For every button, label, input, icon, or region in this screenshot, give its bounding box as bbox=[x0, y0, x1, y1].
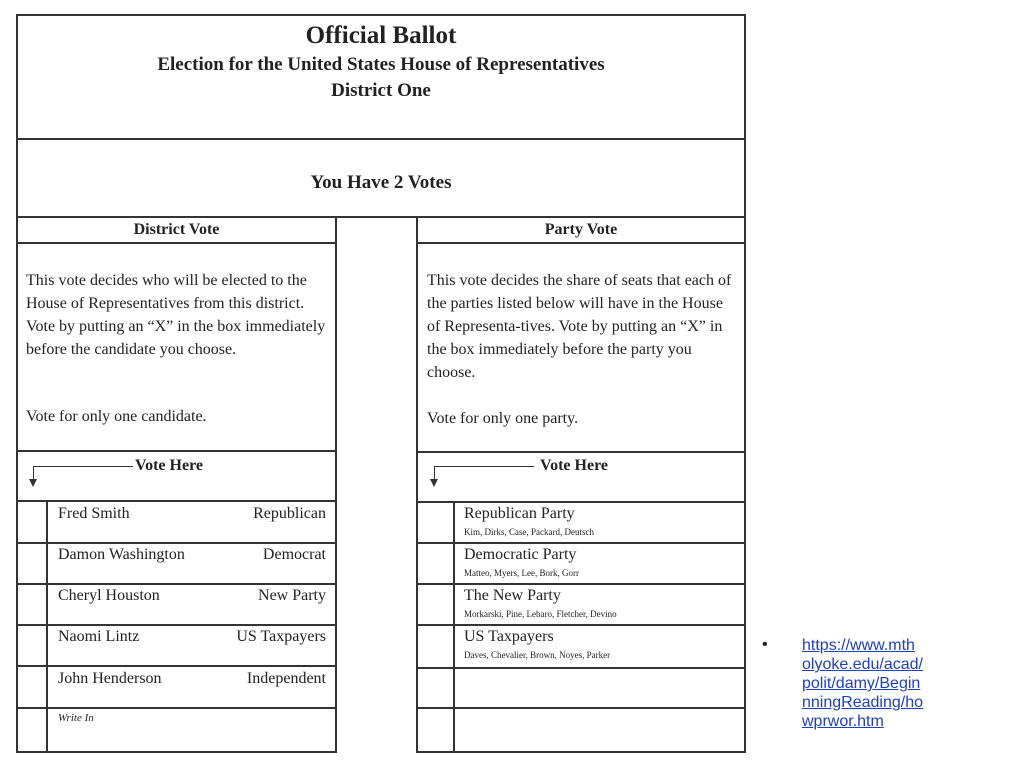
party-checkbox[interactable] bbox=[418, 583, 453, 624]
source-link[interactable] bbox=[802, 636, 972, 731]
district-vote-here-label: Vote Here bbox=[135, 457, 203, 474]
candidate-checkbox[interactable] bbox=[18, 583, 46, 624]
candidate-party: US Taxpayers bbox=[236, 628, 326, 645]
party-name: Democratic Party bbox=[464, 546, 577, 563]
title-divider bbox=[18, 138, 744, 140]
candidate-name: Cheryl Houston bbox=[58, 587, 160, 604]
ballot-frame bbox=[16, 14, 746, 218]
party-row bbox=[418, 501, 744, 542]
party-row bbox=[418, 624, 744, 667]
candidate-checkbox[interactable] bbox=[18, 500, 46, 542]
candidate-row bbox=[18, 500, 335, 542]
candidate-name: John Henderson bbox=[58, 670, 162, 687]
candidate-checkbox[interactable] bbox=[18, 624, 46, 665]
source-link-line: polit/damy/Begin bbox=[802, 675, 921, 692]
candidate-name: Damon Washington bbox=[58, 546, 185, 563]
party-vote-instruction: Vote for only one party. bbox=[427, 410, 579, 427]
write-in-field[interactable] bbox=[48, 707, 335, 751]
ballot-district: District One bbox=[331, 80, 431, 101]
ballot-subtitle: Election for the United States House of Representatives bbox=[157, 54, 605, 75]
party-name: US Taxpayers bbox=[464, 628, 554, 645]
party-header-divider bbox=[418, 242, 744, 244]
candidate-party: Republican bbox=[253, 505, 326, 522]
candidate-checkbox[interactable] bbox=[18, 542, 46, 583]
district-vote-here-arrow-icon bbox=[28, 466, 138, 490]
party-desc-divider bbox=[418, 451, 744, 453]
party-name: Republican Party bbox=[464, 505, 575, 522]
source-link-line: https://www.mth bbox=[802, 637, 915, 654]
district-vote-instruction: Vote for only one candidate. bbox=[26, 408, 207, 425]
party-checkbox[interactable] bbox=[418, 667, 453, 707]
party-empty-row bbox=[418, 707, 744, 751]
ballot-title: Official Ballot bbox=[305, 22, 457, 49]
party-members: Kim, Dirks, Case, Packard, Deutsch bbox=[464, 527, 594, 537]
candidate-name: Fred Smith bbox=[58, 505, 130, 522]
district-header-divider bbox=[18, 242, 335, 244]
party-checkbox[interactable] bbox=[418, 624, 453, 667]
candidate-party: New Party bbox=[258, 587, 326, 604]
party-members: Daves, Chevalier, Brown, Noyes, Parker bbox=[464, 650, 611, 660]
party-checkbox[interactable] bbox=[418, 707, 453, 751]
candidate-row bbox=[18, 624, 335, 665]
candidate-row bbox=[18, 542, 335, 583]
source-link-line: nningReading/ho bbox=[802, 694, 923, 711]
write-in-label: Write In bbox=[58, 712, 94, 724]
party-vote-description: This vote decides the share of seats that each of the parties listed below will have in the House of Representa-tives. Vote by putting an “X” in the box immediately before the party you choose. bbox=[427, 272, 732, 381]
write-in-row bbox=[18, 707, 335, 751]
district-vote-header: District Vote bbox=[133, 221, 220, 238]
party-empty-row bbox=[418, 667, 744, 707]
party-checkbox[interactable] bbox=[418, 501, 453, 542]
party-members: Matteo, Myers, Lee, Bork, Gorr bbox=[464, 568, 579, 578]
party-name: The New Party bbox=[464, 587, 561, 604]
district-vote-description: This vote decides who will be elected to the House of Representatives from this district. Vote by putting an “X” in the box immediately before the candidate you choose. bbox=[26, 272, 326, 358]
party-vote-header: Party Vote bbox=[544, 221, 618, 238]
write-in-checkbox[interactable] bbox=[18, 707, 46, 751]
candidate-row bbox=[18, 583, 335, 624]
party-vote-column bbox=[416, 216, 746, 753]
candidate-party: Democrat bbox=[262, 546, 326, 563]
source-link-line: wprwor.htm bbox=[802, 713, 884, 730]
source-link-line: olyoke.edu/acad/ bbox=[802, 656, 923, 673]
party-row bbox=[418, 542, 744, 583]
party-checkbox[interactable] bbox=[418, 542, 453, 583]
party-vote-here-arrow-icon bbox=[429, 466, 539, 490]
votes-banner: You Have 2 Votes bbox=[310, 172, 452, 193]
party-vote-here-label: Vote Here bbox=[540, 457, 608, 474]
candidate-checkbox[interactable] bbox=[18, 665, 46, 707]
party-row bbox=[418, 583, 744, 624]
candidate-party: Independent bbox=[246, 670, 326, 687]
candidate-row bbox=[18, 665, 335, 707]
party-members: Morkarski, Pine, Lebaro, Fletcher, Devino bbox=[464, 609, 617, 619]
candidate-name: Naomi Lintz bbox=[58, 628, 140, 645]
district-vote-column bbox=[16, 216, 337, 753]
district-desc-divider bbox=[18, 450, 335, 452]
source-bullet: • bbox=[762, 636, 768, 653]
